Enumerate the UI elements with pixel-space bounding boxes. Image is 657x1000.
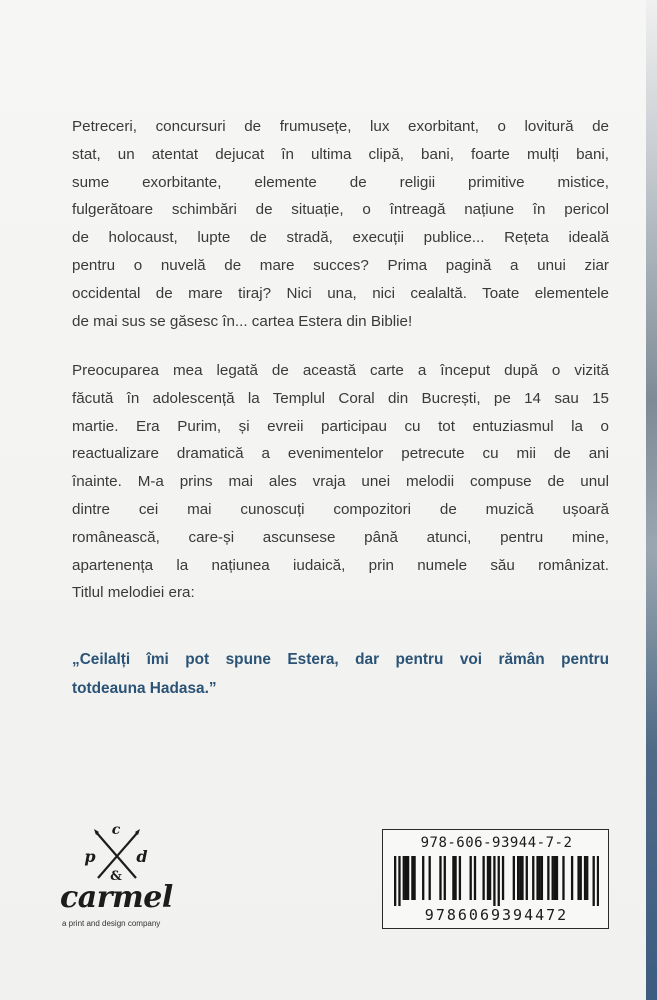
barcode-bar xyxy=(552,856,554,900)
barcode-bar xyxy=(526,856,528,900)
logo-letter-right: d xyxy=(136,847,148,866)
barcode-bar xyxy=(577,856,579,900)
barcode-bar xyxy=(470,856,472,900)
barcode-bar xyxy=(513,856,515,900)
barcode-bar xyxy=(398,856,400,906)
barcode-bar xyxy=(411,856,413,900)
barcode-bar xyxy=(422,856,424,900)
barcode-bar xyxy=(556,856,558,900)
blurb-paragraph-1 xyxy=(72,113,609,335)
barcode-bar xyxy=(562,856,564,900)
barcode-bars xyxy=(394,856,599,906)
highlighted-quote xyxy=(72,645,609,703)
barcode-bar xyxy=(519,856,521,900)
logo-letter-top: c xyxy=(111,822,121,838)
text-line: dintre cei mai cunoscuți compozitori de muzică ușoară xyxy=(72,500,609,518)
text-line: de holocaust, lupte de stradă, execuții publice... Rețeta ideală xyxy=(72,229,609,247)
publisher-logo xyxy=(60,820,200,930)
blurb-paragraph-2 xyxy=(72,357,609,607)
barcode-bar xyxy=(489,856,491,900)
ean-digits: 9786069394472 xyxy=(424,906,569,924)
barcode-bar xyxy=(394,856,396,906)
text-line: stat, un atentat dejucat în ultima clipă, bani, foarte mulți bani, xyxy=(72,145,609,163)
text-line: Titlul melodiei era: xyxy=(72,584,195,602)
barcode-bar xyxy=(413,856,415,900)
barcode-bar xyxy=(554,856,556,900)
text-line: fulgerătoare schimbări de situație, o întreagă națiune în pericol xyxy=(72,201,609,219)
barcode-bar xyxy=(586,856,588,900)
publisher-name: carmel xyxy=(60,880,173,915)
text-line: apartenența la națiunea iudaică, prin numele său românizat. xyxy=(72,556,609,574)
barcode-bar xyxy=(444,856,446,900)
barcode-bar xyxy=(517,856,519,900)
barcode-bar xyxy=(403,856,405,900)
text-line: românească, care-și ascunsese până atunci, pentru mine, xyxy=(72,528,609,546)
text-line: Petreceri, concursuri de frumusețe, lux exorbitant, o lovitură de xyxy=(72,118,609,135)
text-line: martie. Era Purim, și evreii participau cu tot entuziasmul la o xyxy=(72,417,609,435)
barcode-bar xyxy=(452,856,454,900)
logo-letter-left: p xyxy=(84,847,96,866)
barcode-bar xyxy=(580,856,582,900)
barcode-bar xyxy=(482,856,484,900)
barcode-bar xyxy=(521,856,523,900)
barcode-bar xyxy=(454,856,456,900)
barcode-bar xyxy=(593,856,595,906)
barcode-bar xyxy=(439,856,441,900)
barcode-bar xyxy=(405,856,407,900)
isbn-barcode xyxy=(382,829,609,929)
barcode-bar xyxy=(493,856,495,906)
publisher-tagline: a print and design company xyxy=(62,919,161,928)
barcode-bar xyxy=(532,856,534,900)
barcode-bar xyxy=(407,856,409,900)
barcode-bar xyxy=(547,856,549,900)
barcode-bar xyxy=(487,856,489,900)
isbn-number: 978-606-93944-7-2 xyxy=(420,835,573,851)
barcode-bar xyxy=(597,856,599,906)
text-line: înainte. M-a prins mai ales vraja unei melodii compuse de unul xyxy=(72,473,609,491)
barcode-bar xyxy=(459,856,461,900)
barcode-bar xyxy=(571,856,573,900)
cover-edge xyxy=(646,0,657,1000)
quote-line: „Ceilalți îmi pot spune Estera, dar pentru voi rămân pentru xyxy=(72,651,609,668)
barcode-bar xyxy=(539,856,541,900)
barcode-bar xyxy=(536,856,538,900)
quote-line: totdeauna Hadasa.” xyxy=(72,680,217,697)
text-line: de mai sus se găsesc în... cartea Estera din Biblie! xyxy=(72,312,413,330)
barcode-bar xyxy=(502,856,504,900)
barcode-bar xyxy=(474,856,476,900)
logo-letter-bottom: & xyxy=(110,869,122,884)
barcode-bar xyxy=(498,856,500,906)
text-line: făcută în adolescență la Templul Coral din Bucrești, pe 14 sau 15 xyxy=(72,389,609,407)
text-line: pentru o nuvelă de mare succes? Prima pagină a unui ziar xyxy=(72,256,609,274)
barcode-bar xyxy=(584,856,586,900)
text-line: Preocuparea mea legată de această carte a început după o vizită xyxy=(72,362,609,379)
text-line: sume exorbitante, elemente de religii primitive mistice, xyxy=(72,173,609,191)
text-line: reactualizare dramatică a evenimentelor petrecute cu mii de ani xyxy=(72,445,609,463)
barcode-bar xyxy=(541,856,543,900)
barcode-bar xyxy=(429,856,431,900)
text-line: occidental de mare tiraj? Nici una, nici cealaltă. Toate elementele xyxy=(72,284,609,302)
